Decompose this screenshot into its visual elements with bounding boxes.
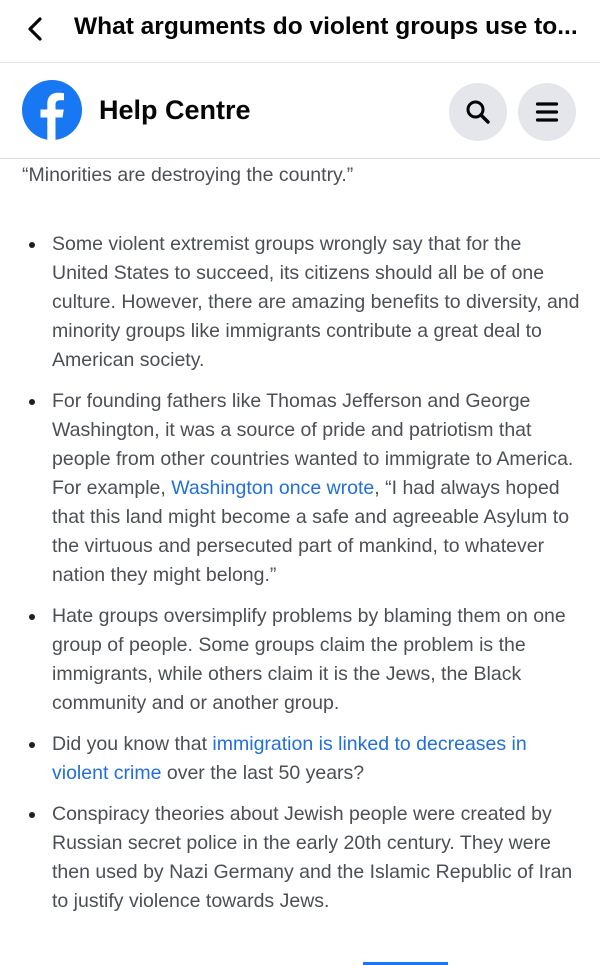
washington-quote-link[interactable]: Washington once wrote [171, 477, 375, 499]
search-button[interactable] [449, 83, 507, 141]
top-navigation-bar [0, 0, 600, 63]
bullet-text-before: For founding fathers like Thomas Jefferson and George Washington, it was a source of pride and patriotism that people from other countries wanted to immigrate to America. For example, [52, 390, 574, 499]
list-item [0, 230, 600, 375]
list-item [0, 730, 600, 788]
list-item [0, 387, 600, 590]
bullet-text: Hate groups oversimplify problems by blaming them on one group of people. Some groups claim the problem is the immigrants, while others claim it is the Jews, the Black community and or another group. [52, 605, 566, 714]
quote-text: “Minorities are destroying the country.” [22, 164, 354, 186]
bullet-icon [29, 614, 35, 620]
facebook-logo-icon[interactable] [22, 80, 82, 140]
search-icon [465, 99, 491, 125]
page-title: What arguments do violent groups use to... [74, 13, 578, 40]
hamburger-menu-icon [535, 101, 559, 123]
chevron-left-icon [25, 16, 45, 42]
back-button[interactable] [18, 12, 52, 46]
bullet-text-after: , “I had always hoped that this land might become a safe and agreeable Asylum to the virtuous and persecuted part of mankind, to whatever nation they might belong.” [52, 477, 570, 586]
bullet-icon [29, 742, 35, 748]
article-content [0, 158, 600, 965]
bullet-text-before: Did you know that [52, 733, 213, 755]
bullet-icon [29, 812, 35, 818]
bullet-text: Conspiracy theories about Jewish people were created by Russian secret police in the early 20th century. They were then used by Nazi Germany and the Islamic Republic of Iran to justify violence towards Jews. [52, 803, 573, 912]
list-item [0, 602, 600, 718]
immigration-crime-link[interactable]: immigration is linked to decreases in violent crime [52, 733, 527, 784]
bullet-icon [29, 399, 35, 405]
list-item [0, 800, 600, 916]
bullet-icon [29, 242, 35, 248]
bullet-text-after: over the last 50 years? [161, 762, 365, 784]
bullet-text: Some violent extremist groups wrongly say that for the United States to succeed, its citizens should all be of one culture. However, there are amazing benefits to diversity, and minority groups like immigrants contribute a great deal to American society. [52, 233, 580, 371]
bullet-list [0, 230, 600, 928]
help-centre-title: Help Centre [99, 95, 251, 125]
menu-button[interactable] [518, 83, 576, 141]
help-centre-header [0, 63, 600, 159]
